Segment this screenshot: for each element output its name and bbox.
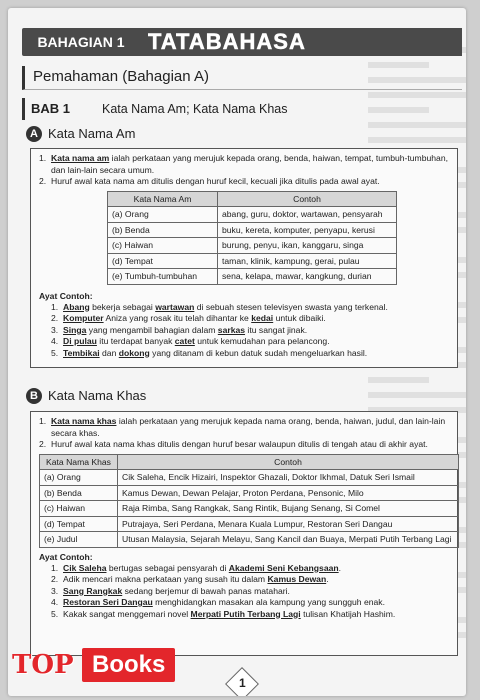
table-row: (c) Haiwan Raja Rimba, Sang Rangkak, Sang Rintik, Bujang Senang, Si Comel: [40, 501, 459, 517]
table-row: (a) Orang abang, guru, doktor, wartawan, pensyarah: [108, 207, 397, 223]
table-row: (d) Tempat taman, klinik, kampung, gerai, pulau: [108, 253, 397, 269]
subsection-a-title: Kata Nama Am: [48, 126, 136, 141]
book-page: [8, 8, 466, 696]
letter-a-badge: A: [26, 126, 42, 142]
list-item: 2. Komputer Aniza yang rosak itu telah dihantar ke kedai untuk dibaiki.: [51, 313, 326, 323]
ayat-contoh-heading: Ayat Contoh:: [39, 290, 93, 301]
bab-label: BAB 1: [22, 98, 82, 120]
list-item: 5. Tembikai dan dokong yang ditanam di kebun datuk sudah mengeluarkan hasil.: [51, 347, 368, 358]
kata-nama-khas-table: [39, 454, 459, 548]
subsection-b-title: Kata Nama Khas: [48, 388, 147, 403]
term-kata-nama-am: Kata nama am: [51, 153, 110, 163]
table-row: (e) Judul Utusan Malaysia, Sejarah Melayu, Sang Kancil dan Buaya, Merpati Putih Terbang Lagi: [40, 532, 459, 548]
term-kata-nama-khas: Kata nama khas: [51, 416, 117, 426]
table-header: Kata Nama Khas: [40, 454, 118, 470]
bahagian-badge: BAHAGIAN 1: [22, 28, 140, 56]
bab-row: [22, 98, 462, 120]
table-row: (e) Tumbuh-tumbuhan sena, kelapa, mawar, kangkung, durian: [108, 269, 397, 285]
topbooks-logo: [12, 648, 232, 682]
ayat-contoh-list-a: [39, 302, 449, 360]
table-header: Contoh: [218, 191, 397, 207]
letter-b-badge: B: [26, 388, 42, 404]
list-item: 3. Sang Rangkak sedang berjemur di bawah panas matahari.: [51, 585, 290, 596]
section-b-point-1: 1. Kata nama khas ialah perkataan yang merujuk kepada nama orang, benda, haiwan, judul, dan lain-lain secara khas.: [39, 416, 446, 438]
list-item: 1. Cik Saleha bertugas sebagai pensyarah di Akademi Seni Kebangsaan.: [51, 562, 342, 573]
list-item: 2. Adik mencari makna perkataan yang susah itu dalam Kamus Dewan.: [51, 574, 329, 584]
table-header: Contoh: [118, 454, 459, 470]
logo-books-text: Books: [82, 648, 175, 682]
section-a-point-2: 2. Huruf awal kata nama am ditulis dengan huruf kecil, kecuali jika ditulis pada awal ayat.: [39, 176, 380, 186]
table-header: Kata Nama Am: [108, 191, 218, 207]
subsection-b-heading: [26, 386, 146, 406]
list-item: 3. Singa yang mengambil bahagian dalam sarkas itu sangat jinak.: [51, 324, 308, 335]
table-row: (b) Benda buku, kereta, komputer, penyapu, kerusi: [108, 222, 397, 238]
section-b-box: [30, 411, 458, 656]
section-title: Pemahaman (Bahagian A): [22, 66, 462, 90]
table-row: (c) Haiwan burung, penyu, ikan, kanggaru, singa: [108, 238, 397, 254]
table-row: (b) Benda Kamus Dewan, Dewan Pelajar, Proton Perdana, Pensonic, Milo: [40, 485, 459, 501]
bab-title: Kata Nama Am; Kata Nama Khas: [102, 102, 288, 116]
ayat-contoh-list-b: [39, 563, 449, 621]
section-a-point-1: 1. Kata nama am ialah perkataan yang merujuk kepada orang, benda, haiwan, tempat, tumbuh-tumbuhan, dan lain-lain secara umum.: [39, 153, 449, 175]
section-a-box: [30, 148, 458, 368]
kata-nama-am-table: [107, 191, 397, 285]
table-row: (a) Orang Cik Saleha, Encik Hizairi, Inspektor Ghazali, Doktor Ikhmal, Datuk Seri Ismail: [40, 470, 459, 486]
list-item: 4. Restoran Seri Dangau menghidangkan masakan ala kampung yang sungguh enak.: [51, 597, 385, 607]
table-row: (d) Tempat Putrajaya, Seri Perdana, Menara Kuala Lumpur, Restoran Seri Dangau: [40, 516, 459, 532]
chapter-header: [22, 28, 462, 56]
list-item: 5. Kakak sangat menggemari novel Merpati Putih Terbang Lagi tulisan Khatijah Hashim.: [51, 608, 396, 619]
logo-top-text: TOP: [12, 650, 74, 680]
list-item: 1. Abang bekerja sebagai wartawan di sebuah stesen televisyen swasta yang terkenal.: [51, 301, 388, 312]
page-number: 1: [239, 676, 246, 691]
subsection-a-heading: [26, 124, 135, 144]
section-b-point-2: 2. Huruf awal kata nama khas ditulis dengan huruf besar walaupun ditulis di tengah atau di akhir ayat.: [39, 439, 428, 449]
list-item: 4. Di pulau itu terdapat banyak catet untuk kemudahan para pelancong.: [51, 336, 330, 346]
ayat-contoh-heading: Ayat Contoh:: [39, 551, 93, 562]
chapter-title: TATABAHASA: [140, 28, 462, 56]
